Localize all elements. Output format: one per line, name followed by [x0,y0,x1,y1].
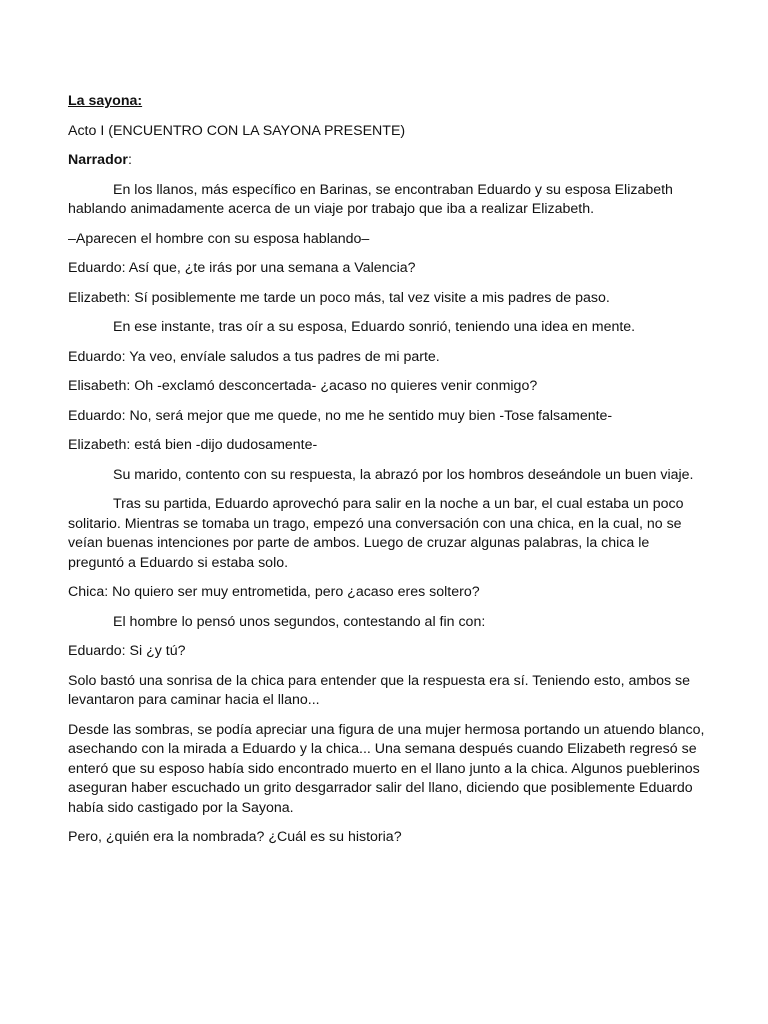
narrator-colon: : [127,152,132,168]
stage-direction: –Aparecen el hombre con su esposa hablando– [68,230,370,247]
narration-paragraph: El hombre lo pensó unos segundos, contestando al fin con: [113,613,486,630]
dialogue-line: Eduardo: Ya veo, envíale saludos a tus padres de mi parte. [68,348,440,365]
dialogue-line: Eduardo: Si ¿y tú? [68,643,186,659]
closing-question: Pero, ¿quién era la nombrada? ¿Cuál es su historia? [68,829,402,845]
dialogue-line: Eduardo: Así que, ¿te irás por una semana a Valencia? [68,260,416,276]
narration-paragraph: Desde las sombras, se podía apreciar una figura de una mujer hermosa portando un atuendo blanco, asechando con la mirada a Eduardo y la chica... Una semana después cuando Elizabeth regresó se enteró que su esposo había sido encontrado muerto en el llano junto a la chica. Algunos pueblerinos aseguran haber escuchado un grito desgarrador salir del llano, diciendo que posiblemente Eduardo había sido castigado por la Sayona. [68,721,705,816]
narration-paragraph: Solo bastó una sonrisa de la chica para entender que la respuesta era sí. Teniendo esto, ambos se levantaron para caminar hacia el llano... [68,672,691,708]
dialogue-line: Elizabeth: está bien -dijo dudosamente- [68,437,318,453]
narration-paragraph: Tras su partida, Eduardo aprovechó para salir en la noche a un bar, el cual estaba un poco solitario. Mientras se tomaba un trago, empezó una conversación con una chica, en la cual, no se veían buenas intenciones por parte de ambos. Luego de cruzar algunas palabras, la chica le preguntó a Eduardo si estaba solo. [68,496,684,571]
document-page [68,92,708,858]
document-title: La sayona: [68,93,143,109]
dialogue-line: Elisabeth: Oh -exclamó desconcertada- ¿acaso no quieres venir conmigo? [68,378,538,394]
act-heading: Acto I (ENCUENTRO CON LA SAYONA PRESENTE) [68,122,406,139]
narrator-label: Narrador [68,152,128,168]
narration-paragraph: Su marido, contento con su respuesta, la abrazó por los hombros deseándole un buen viaje. [113,466,694,483]
narration-paragraph: En ese instante, tras oír a su esposa, Eduardo sonrió, teniendo una idea en mente. [113,319,636,335]
dialogue-line: Chica: No quiero ser muy entrometida, pero ¿acaso eres soltero? [68,584,480,600]
dialogue-line: Elizabeth: Sí posiblemente me tarde un poco más, tal vez visite a mis padres de paso. [68,289,610,306]
narrator-line [68,151,708,171]
dialogue-line: Eduardo: No, será mejor que me quede, no me he sentido muy bien -Tose falsamente- [68,407,613,424]
paragraph-intro: En los llanos, más específico en Barinas, se encontraban Eduardo y su esposa Elizabeth hablando animadamente acerca de un viaje por trabajo que iba a realizar Elizabeth. [68,181,673,217]
